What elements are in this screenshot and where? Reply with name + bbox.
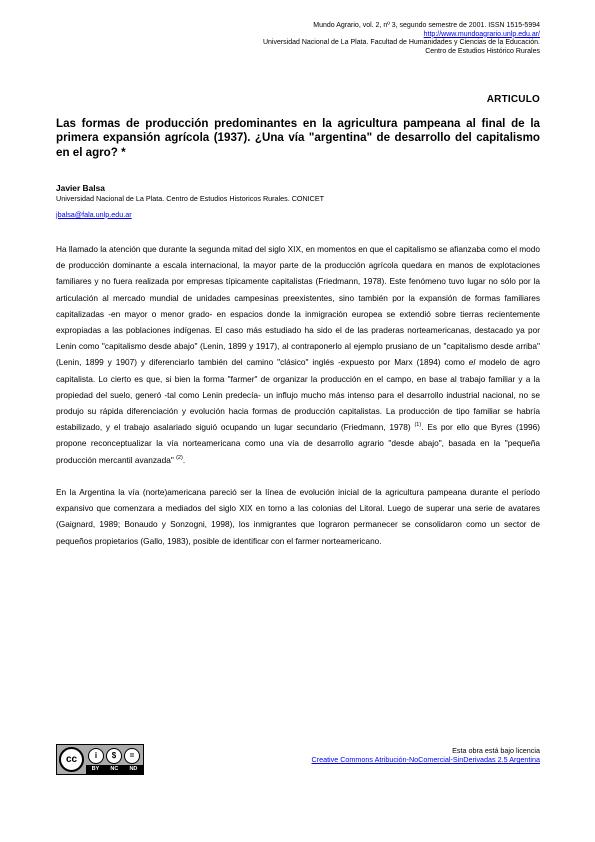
paragraph-1-text-a: Ha llamado la atención que durante la segunda mitad del siglo XIX, en momentos en que el capitalismo se afianzaba como el modo de producción dominante a escala internacional, la mayor parte de la producción agrícola quedara en manos de explotaciones familiares y no fuera realizada por empresas típicamente capitalistas (Friedmann, 1978). Este fenómeno tuvo lugar no sólo por la articulación al mercado mundial de unidades campesinas preexistentes, sino también por la expansión de formas familiares capitalizadas -en mayor o menor grado- en espacios donde la inmigración europea se extendió sobre tierras recientemente expropiadas a las poblaciones indígenas. El caso más estudiado ha sido el de las praderas norteamericanas, destacado ya por Lenin como "capitalismo desde abajo" (Lenin, 1899 y 1917), al contraponerlo al ejemplo prusiano de un "capitalismo desde arriba" (Lenin, 1899 y 1907) y diferenciarlo también del camino "clásico" inglés -expuesto por Marx (1894) como	[56, 244, 540, 368]
paragraph-2: En la Argentina la vía (norte)americana pareció ser la línea de evolución inicial de la agricultura pampeana durante el período expansivo que comenzara a mediados del siglo XIX en torno a las colonias del Litoral. Luego de superar una serie de avatares (Gaignard, 1989; Bonaudo y Sonzogni, 1998), los inmigrantes que lograron permanecer se consolidaron como un sector de pequeños propietarios (Gallo, 1983), posible de identificar con el farmer norteamericano.	[56, 487, 540, 546]
license-notice	[180, 746, 540, 765]
paragraph-1-text-d: .	[182, 454, 186, 465]
license-terms-band	[86, 765, 143, 774]
university-line: Universidad Nacional de La Plata. Facultad de Humanidades y Ciencias de la Educación.	[262, 39, 540, 47]
term-nd: ND	[129, 766, 138, 772]
article-body	[56, 241, 540, 565]
noderivatives-icon: =	[124, 748, 140, 764]
license-text: Esta obra está bajo licencia	[452, 746, 540, 755]
term-nc: NC	[110, 766, 119, 772]
footnote-ref-1[interactable]: (1)	[414, 422, 422, 429]
section-label: ARTICULO	[486, 94, 540, 105]
article-title: Las formas de producción predominantes en la agricultura pampeana al final de la primera expansión agrícola (1937). ¿Una vía "argentina" de desarrollo del capitalismo en el agro? *	[56, 117, 540, 159]
cc-logo-icon: cc	[59, 747, 84, 772]
paragraph-1-emphasis: el	[468, 357, 476, 368]
license-icons	[88, 748, 140, 764]
term-by: BY	[91, 766, 100, 772]
paragraph-1	[56, 241, 540, 468]
author-affiliation: Universidad Nacional de La Plata. Centro de Estudios Historicos Rurales. CONICET	[56, 194, 325, 203]
journal-url-link[interactable]: http://www.mundoagrario.unlp.edu.ar/	[423, 30, 540, 38]
journal-header	[120, 22, 540, 56]
license-link[interactable]: Creative Commons Atribución-NoComercial-SinDerivadas 2.5 Argentina	[311, 755, 540, 765]
author-block	[56, 183, 536, 222]
author-email-link[interactable]: jbalsa@fala.unlp.edu.ar	[56, 209, 132, 219]
attribution-icon: i	[88, 748, 104, 764]
footnote-ref-2[interactable]: (2)	[176, 454, 183, 461]
creative-commons-badge[interactable]	[56, 744, 144, 775]
paragraph-1-text-c: . Es por ello que Byres (1996) propone reconceptualizar la vía norteamericana como una vía de desarrollo agrario "desde abajo", basada en la "pequeña producción mercantil avanzada"	[56, 422, 540, 465]
journal-citation: Mundo Agrario, vol. 2, nº 3, segundo semestre de 2001. ISSN 1515-5994	[313, 22, 540, 29]
noncommercial-icon: $	[106, 748, 122, 764]
author-name: Javier Balsa	[56, 183, 105, 193]
center-line: Centro de Estudios Histórico Rurales	[425, 47, 540, 55]
paragraph-1-text-b: modelo de agro capitalista. Lo cierto es que, si bien la forma "farmer" de organizar la producción en el campo, en base al trabajo familiar y a la propiedad del suelo, generó -tal como Lenin predecía- un influjo mucho más intenso para el desarrollo industrial nacional, no se produjo su rápida diferenciación y evolución hacia formas de producción capitalistas. La producción de tipo familiar se habría estabilizado, y el trabajo asalariado siguió ocupando un lugar secundario (Friedmann, 1978)	[56, 357, 541, 433]
